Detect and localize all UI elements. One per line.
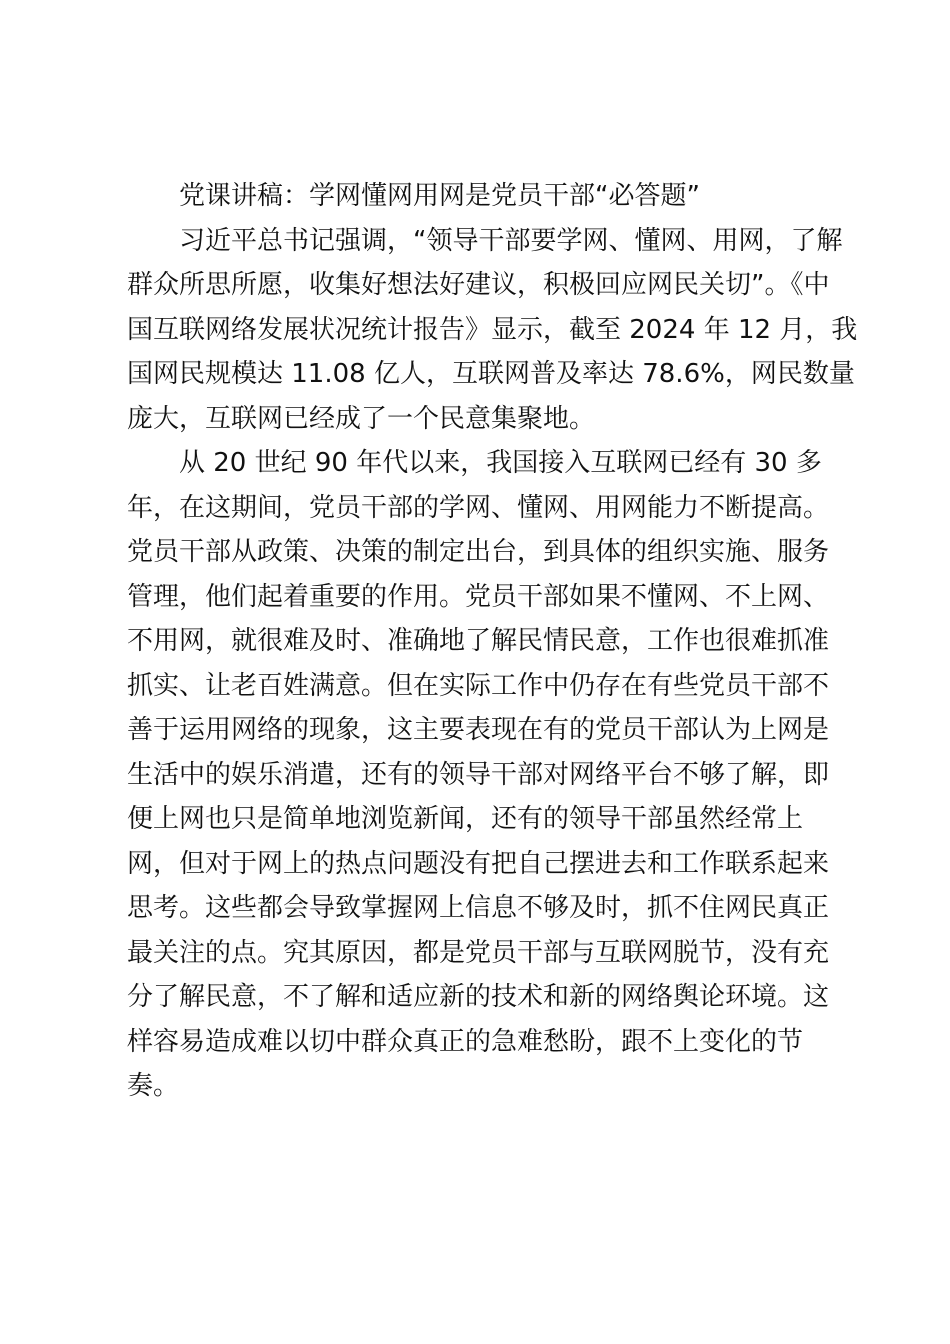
paragraph-line: 最关注的点。究其原因，都是党员干部与互联网脱节，没有充 <box>127 937 830 968</box>
paragraph-line: 不用网，就很难及时、准确地了解民情民意，工作也很难抓准 <box>127 626 830 656</box>
paragraph-line: 国互联网络发展状况统计报告》显示，截至 2024 年 12 月，我 <box>127 314 858 345</box>
paragraph-line: 网，但对于网上的热点问题没有把自己摆进去和工作联系起来 <box>127 848 830 879</box>
paragraph-line: 奏。 <box>127 1071 180 1101</box>
paragraph-1 <box>127 219 858 442</box>
paragraph-line: 年，在这期间，党员干部的学网、懂网、用网能力不断提高。 <box>127 492 830 523</box>
paragraph-2 <box>127 441 830 1109</box>
paragraph-line: 便上网也只是简单地浏览新闻，还有的领导干部虽然经常上 <box>127 804 804 834</box>
paragraph-line: 生活中的娱乐消遣，还有的领导干部对网络平台不够了解，即 <box>127 759 830 790</box>
document-body <box>127 174 858 1109</box>
paragraph-line: 国网民规模达 11.08 亿人，互联网普及率达 78.6%，网民数量 <box>127 359 855 389</box>
paragraph-line: 庞大，互联网已经成了一个民意集聚地。 <box>127 403 596 434</box>
paragraph-line: 样容易造成难以切中群众真正的急难愁盼，跟不上变化的节 <box>127 1026 804 1057</box>
paragraph-line: 抓实、让老百姓满意。但在实际工作中仍存在有些党员干部不 <box>127 670 830 701</box>
paragraph-line: 分了解民意，不了解和适应新的技术和新的网络舆论环境。这 <box>127 982 830 1012</box>
paragraph-line: 从 20 世纪 90 年代以来，我国接入互联网已经有 30 多 <box>179 448 822 478</box>
paragraph-line: 习近平总书记强调，“领导干部要学网、懂网、用网，了解 <box>179 225 843 256</box>
document-title: 党课讲稿：学网懂网用网是党员干部“必答题” <box>179 181 700 211</box>
paragraph-line: 思考。这些都会导致掌握网上信息不够及时，抓不住网民真正 <box>127 893 830 923</box>
paragraph-line: 管理，他们起着重要的作用。党员干部如果不懂网、不上网、 <box>127 581 830 612</box>
paragraph-line: 党员干部从政策、决策的制定出台，到具体的组织实施、服务 <box>127 537 830 567</box>
paragraph-line: 群众所思所愿，收集好想法好建议，积极回应网民关切”。《中 <box>127 270 830 300</box>
paragraph-line: 善于运用网络的现象，这主要表现在有的党员干部认为上网是 <box>127 715 830 745</box>
